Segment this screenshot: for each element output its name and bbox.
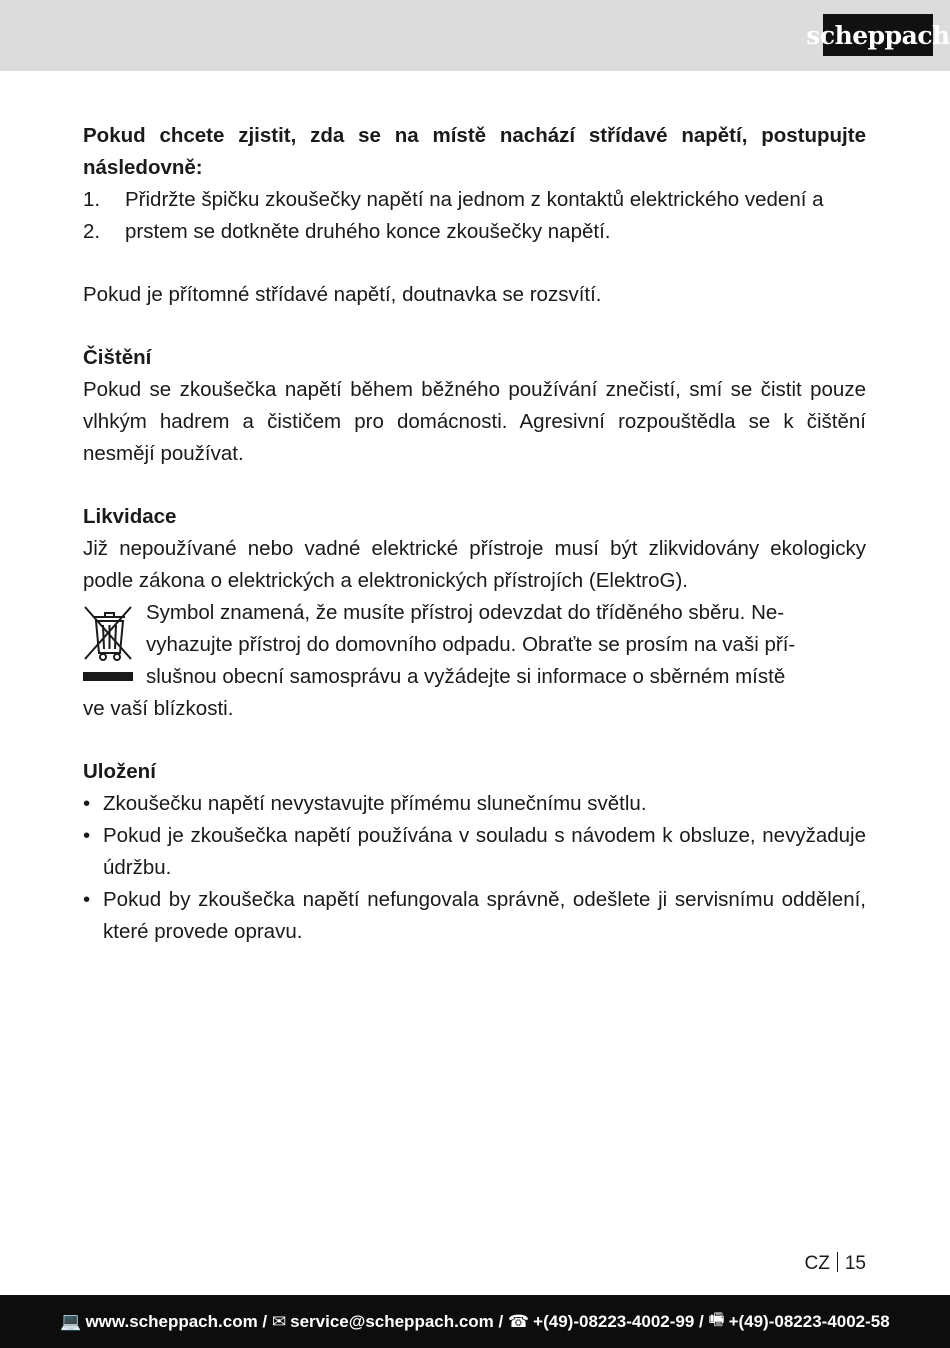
step-number: 1. [83, 188, 101, 211]
page-number-value: 15 [844, 1253, 866, 1274]
step-item [83, 184, 866, 216]
footer-email-link[interactable]: service@scheppach.com [290, 1311, 494, 1331]
fax-icon: 🖷 [708, 1310, 725, 1329]
footer-fax: +(49)-08223-4002-58 [728, 1311, 890, 1331]
bullet-icon: • [83, 888, 91, 911]
footer-phone: +(49)-08223-4002-99 [533, 1311, 695, 1331]
step-text: Přidržte špičku zkoušečky napětí na jednom z kontaktů elektrického vedení a [125, 188, 824, 211]
mail-icon: ✉ [271, 1311, 287, 1331]
list-item [83, 884, 866, 948]
step-number: 2. [83, 220, 101, 243]
disposal-symbol-line: vyhazujte přístroj do domovního odpadu. Obraťte se prosím na vaši pří- [146, 633, 796, 656]
disposal-heading: Likvidace [83, 505, 177, 528]
list-item-text: Pokud by zkoušečka napětí nefungovala správně, odešlete ji servisnímu oddělení, které provede opravu. [103, 888, 866, 943]
list-item [83, 820, 866, 884]
footer-separator: / [694, 1311, 709, 1331]
phone-icon: ☎ [507, 1311, 530, 1331]
cleaning-heading: Čištění [83, 346, 152, 369]
intro-result: Pokud je přítomné střídavé napětí, doutnavka se rozsvítí. [83, 283, 602, 306]
storage-heading: Uložení [83, 760, 156, 783]
scheppach-logo: scheppach [823, 14, 933, 56]
step-item [83, 216, 866, 248]
page-lang: CZ [804, 1253, 830, 1274]
page-content [83, 120, 866, 948]
disposal-symbol-line: slušnou obecní samosprávu a vyžádejte si informace o sběrném místě [146, 665, 786, 688]
computer-icon: 💻 [60, 1311, 82, 1331]
list-item-text: Zkoušečku napětí nevystavujte přímému slunečnímu světlu. [103, 792, 647, 815]
divider [837, 1252, 838, 1272]
disposal-symbol-line: Symbol znamená, že musíte přístroj odevzdat do tříděného sběru. Ne- [146, 601, 785, 624]
bullet-icon: • [83, 792, 91, 815]
list-item-text: Pokud je zkoušečka napětí používána v souladu s návodem k obsluze, nevyžaduje údržbu. [103, 824, 866, 879]
intro-lead: Pokud chcete zjistit, zda se na místě nachází střídavé napětí, postupujte následovně: [83, 124, 866, 179]
cleaning-text: Pokud se zkoušečka napětí během běžného používání znečistí, smí se čistit pouze vlhkým hadrem a čističem pro domácnosti. Agresivní rozpouštědla se k čištění nesmějí používat. [83, 378, 866, 465]
disposal-symbol-line: ve vaší blízkosti. [83, 697, 234, 720]
footer-website-link[interactable]: www.scheppach.com [85, 1311, 258, 1331]
footer-separator: / [493, 1311, 508, 1331]
list-item [83, 788, 866, 820]
footer-separator: / [257, 1311, 272, 1331]
crossed-out-wheelie-bin-icon [83, 603, 133, 695]
disposal-symbol-block [83, 597, 866, 725]
page-footer [0, 1295, 950, 1348]
disposal-text: Již nepoužívané nebo vadné elektrické přístroje musí být zlikvidovány ekologicky podle zákona o elektrických a elektronických přístrojích (ElektroG). [83, 537, 866, 592]
page-header [0, 0, 950, 71]
step-text: prstem se dotkněte druhého konce zkoušečky napětí. [125, 220, 611, 243]
bullet-icon: • [83, 824, 91, 847]
page-number [805, 1250, 866, 1278]
